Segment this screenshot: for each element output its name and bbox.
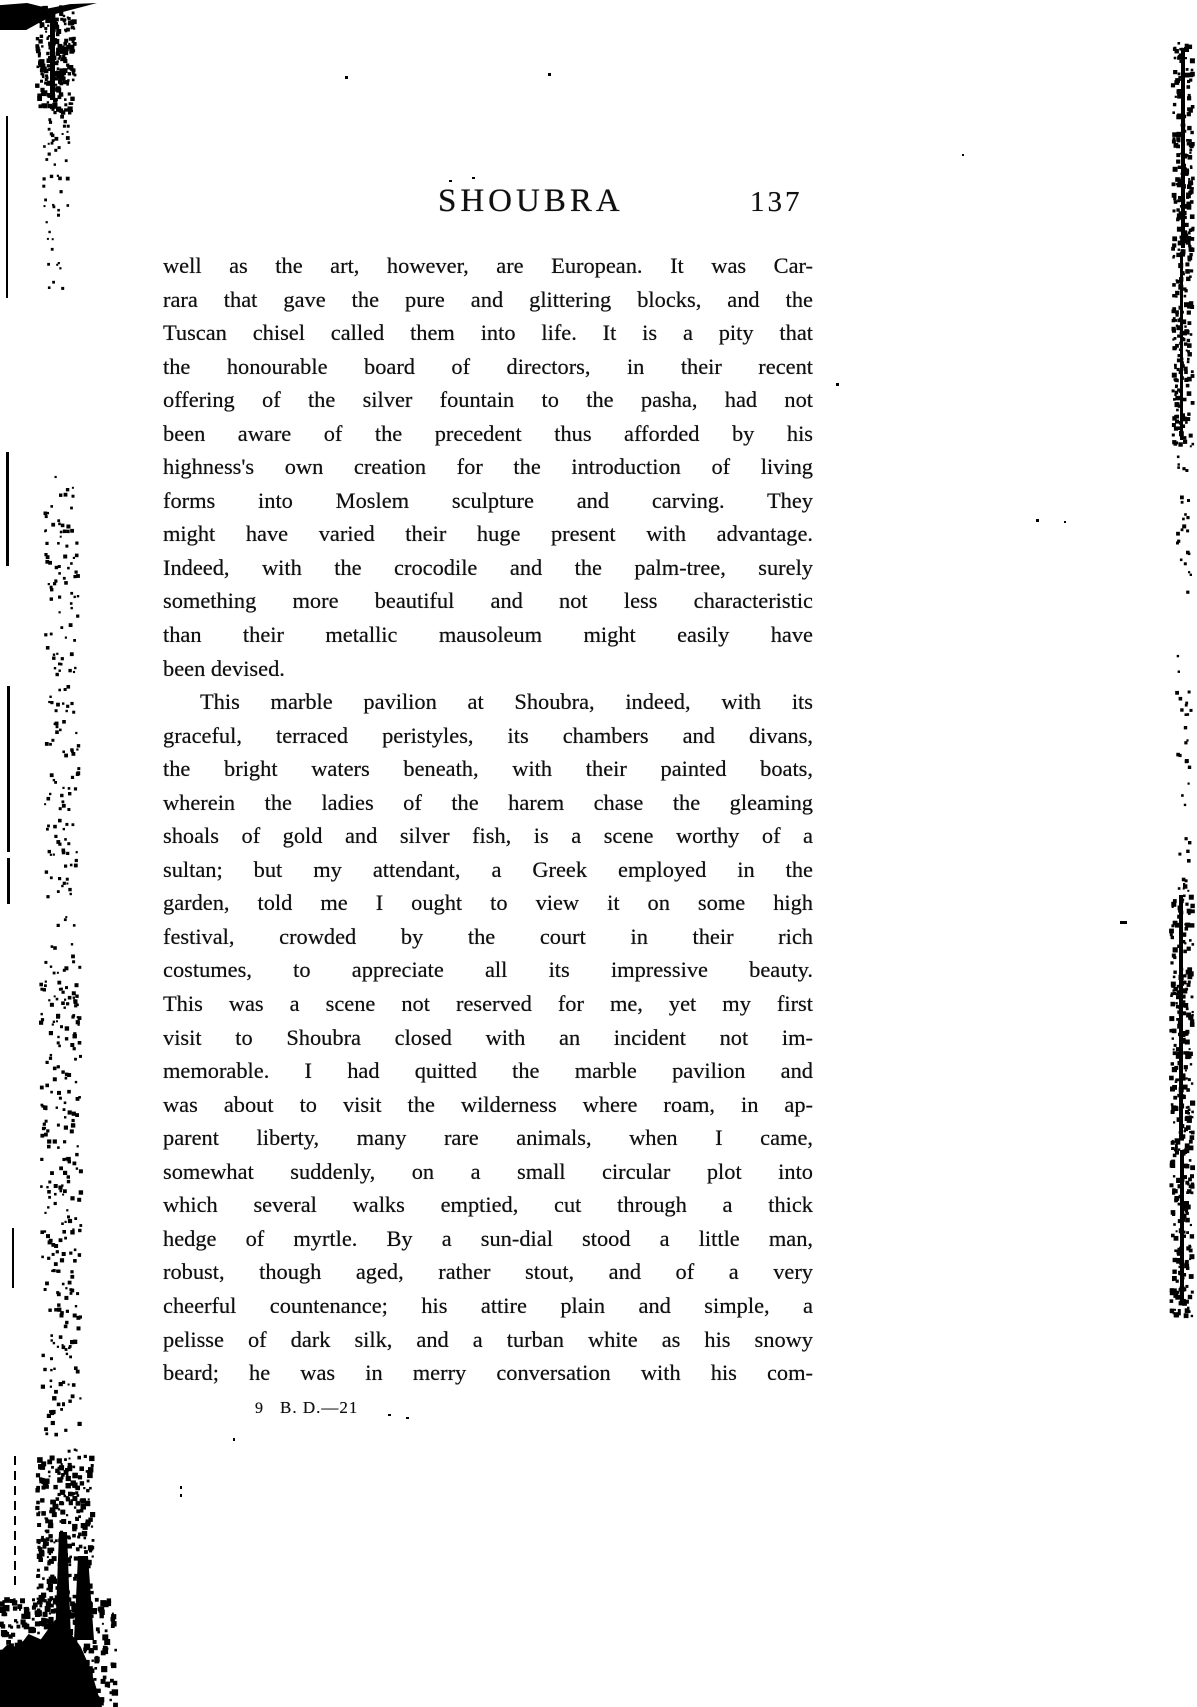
scan-artifact (12, 1228, 14, 1288)
text-line: This was a scene not reserved for me, yet my first (163, 991, 813, 1017)
scan-artifact (1064, 521, 1066, 523)
text-line: hedge of myrtle. By a sun-dial stood a little man, (163, 1225, 813, 1251)
scan-artifact (388, 1414, 391, 1416)
text-line: sultan; but my attendant, a Greek employed in the (163, 856, 813, 882)
scan-artifact (55, 1532, 71, 1640)
scan-artifact (1179, 895, 1183, 1140)
scan-artifact (233, 1438, 235, 1441)
text-line: robust, though aged, rather stout, and of a very (163, 1259, 813, 1285)
text-line: somewhat suddenly, on a small circular plot into (163, 1158, 813, 1184)
text-line: than their metallic mausoleum might easily have (163, 622, 813, 648)
scan-artifact (7, 858, 10, 904)
text-line: the honourable board of directors, in their recent (163, 353, 813, 379)
text-line: beard; he was in merry conversation with his com- (163, 1360, 813, 1386)
scan-artifact (1036, 519, 1039, 522)
text-line: something more beautiful and not less characteristic (163, 588, 813, 614)
scan-artifact (180, 1494, 182, 1497)
scan-artifact (50, 8, 55, 100)
scan-artifact (74, 1556, 94, 1640)
text-line: the bright waters beneath, with their painted boats, (163, 756, 813, 782)
text-line: pelisse of dark silk, and a turban white as his snowy (163, 1326, 813, 1352)
text-line: rara that gave the pure and glittering blocks, and the (163, 286, 813, 312)
text-line: offering of the silver fountain to the pasha, had not (163, 387, 813, 413)
text-line: Indeed, with the crocodile and the palm-tree, surely (163, 554, 813, 580)
text-line: This marble pavilion at Shoubra, indeed, with its (200, 689, 813, 715)
text-line: costumes, to appreciate all its impressive beauty. (163, 957, 813, 983)
text-line: graceful, terraced peristyles, its chambers and divans, (163, 722, 813, 748)
printer-signature-line (255, 1398, 358, 1418)
scan-artifact-margin-line (14, 1456, 16, 1588)
scan-artifact (1180, 255, 1183, 440)
scan-artifact (1180, 1150, 1184, 1305)
text-line: visit to Shoubra closed with an incident not im- (163, 1024, 813, 1050)
text-line: forms into Moslem sculpture and carving. They (163, 487, 813, 513)
text-line: shoals of gold and silver fish, is a scene worthy of a (163, 823, 813, 849)
scan-artifact (7, 686, 10, 852)
text-line: highness's own creation for the introduction of living (163, 454, 813, 480)
text-line: Tuscan chisel called them into life. It is a pity that (163, 320, 813, 346)
text-line: might have varied their huge present with advantage. (163, 521, 813, 547)
body-text (163, 249, 813, 1390)
scan-artifact (1181, 48, 1185, 248)
scan-artifact (6, 116, 8, 298)
text-line: garden, told me I ought to view it on some high (163, 890, 813, 916)
scan-artifact (449, 180, 452, 182)
text-line: well as the art, however, are European. It was Car- (163, 253, 813, 278)
text-line: wherein the ladies of the harem chase the gleaming (163, 789, 813, 815)
scan-artifact (962, 154, 964, 156)
scan-artifact (1120, 921, 1127, 924)
scan-noise-band (0, 0, 2, 2)
scan-artifact (548, 73, 551, 76)
text-line: was about to visit the wilderness where roam, in ap- (163, 1091, 813, 1117)
text-line: memorable. I had quitted the marble pavilion and (163, 1058, 813, 1084)
text-line: cheerful countenance; his attire plain and simple, a (163, 1292, 813, 1318)
running-head: SHOUBRA (438, 183, 624, 219)
scan-artifact (180, 1486, 182, 1489)
scan-artifact (472, 177, 475, 179)
text-line: parent liberty, many rare animals, when I came, (163, 1125, 813, 1151)
page-number: 137 (750, 186, 803, 218)
scan-artifact (406, 1417, 409, 1419)
printer-mark: B. D.—21 (280, 1398, 359, 1417)
scan-artifact (6, 452, 9, 566)
text-line: which several walks emptied, cut through a thick (163, 1192, 813, 1218)
scan-artifact (345, 76, 348, 79)
text-line: been devised. (163, 655, 285, 681)
text-line: been aware of the precedent thus afforded by his (163, 420, 813, 446)
scan-artifact-corner-wedge (0, 3, 97, 30)
text-line: festival, crowded by the court in their rich (163, 923, 813, 949)
signature-number: 9 (255, 1400, 264, 1417)
scan-artifact (836, 383, 839, 386)
